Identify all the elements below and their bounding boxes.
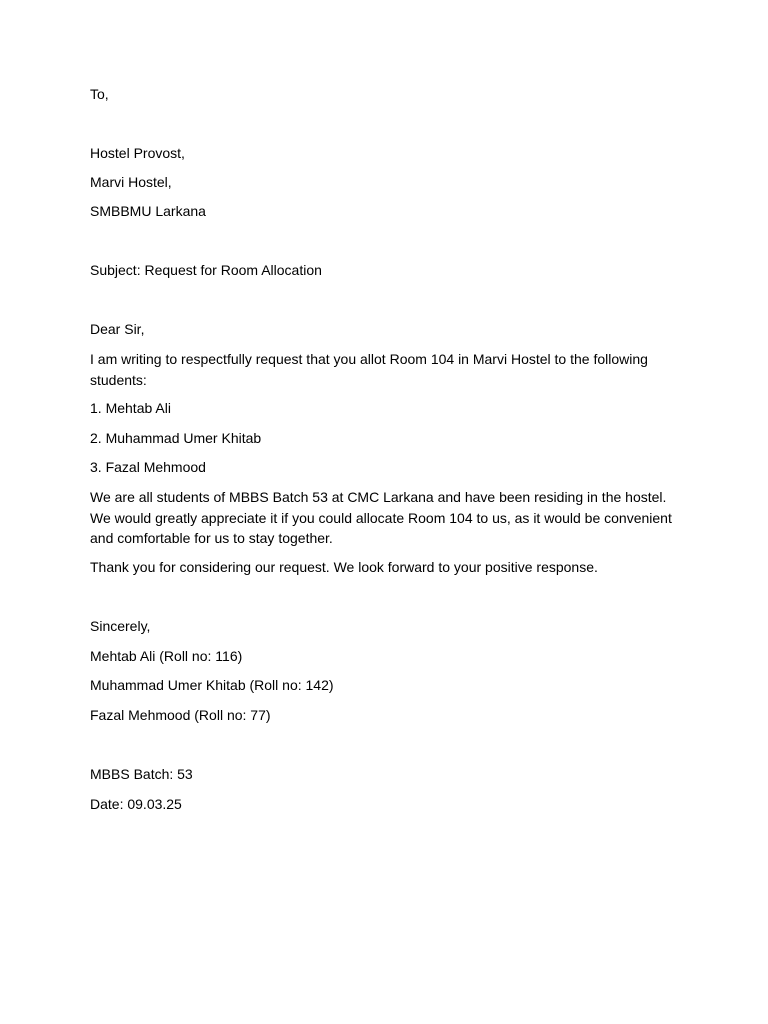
student-list-item: 3. Fazal Mehmood — [90, 459, 206, 475]
body-paragraph: We are all students of MBBS Batch 53 at CMC Larkana and have been residing in the hostel. We would greatly appreciate it if you could allocate Room 104 to us, as it would be convenient and comfortable for us to stay together. — [90, 489, 672, 546]
salutation-to: To, — [90, 86, 109, 102]
signatory: Fazal Mehmood (Roll no: 77) — [90, 707, 271, 723]
recipient-hostel: Marvi Hostel, — [90, 174, 172, 190]
date-line: Date: 09.03.25 — [90, 796, 182, 812]
signatory: Muhammad Umer Khitab (Roll no: 142) — [90, 677, 334, 693]
student-list-item: 1. Mehtab Ali — [90, 400, 171, 416]
greeting: Dear Sir, — [90, 321, 145, 337]
recipient-institution: SMBBMU Larkana — [90, 203, 206, 219]
student-list-item: 2. Muhammad Umer Khitab — [90, 430, 262, 446]
thanks-line: Thank you for considering our request. We look forward to your positive response. — [90, 559, 598, 575]
signatory: Mehtab Ali (Roll no: 116) — [90, 648, 243, 664]
subject-line: Subject: Request for Room Allocation — [90, 262, 322, 278]
intro-paragraph: I am writing to respectfully request that you allot Room 104 in Marvi Hostel to the following students: — [90, 351, 648, 388]
closing: Sincerely, — [90, 618, 151, 634]
batch-line: MBBS Batch: 53 — [90, 766, 193, 782]
recipient-title: Hostel Provost, — [90, 145, 185, 161]
